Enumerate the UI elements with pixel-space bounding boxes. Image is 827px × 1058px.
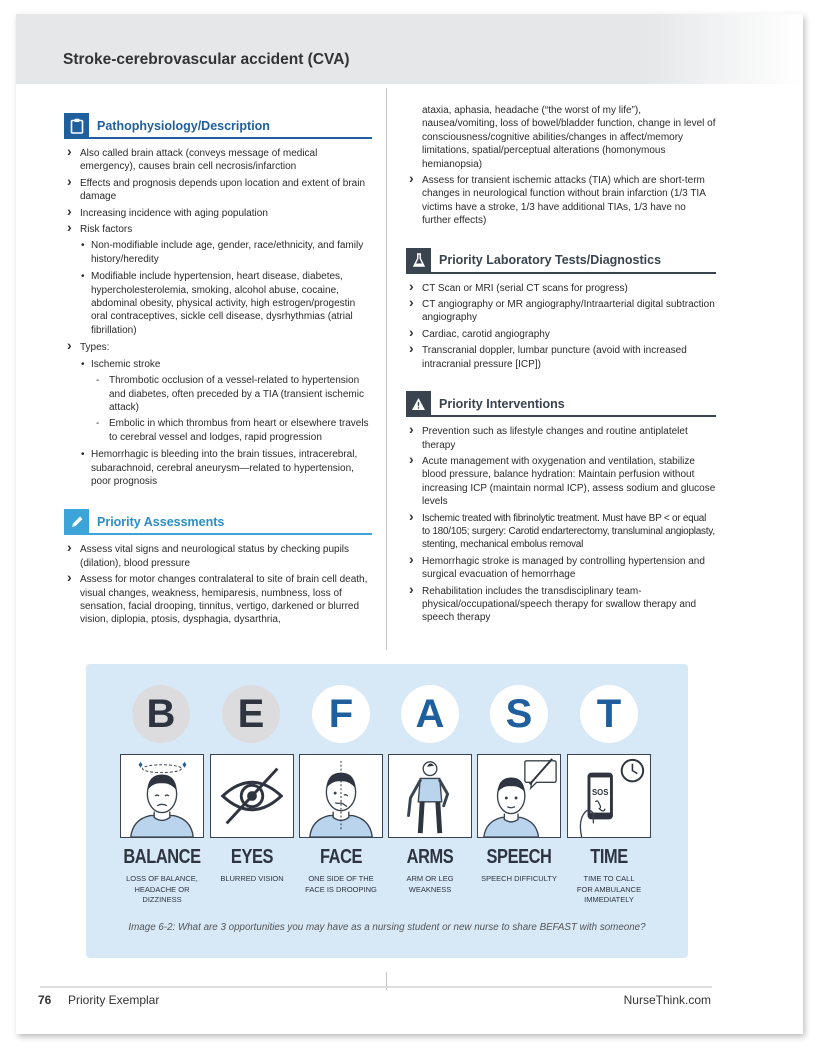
befast-letter-a: A: [401, 685, 459, 743]
list-item: • Non-modifiable include age, gender, race/ethnicity, and family history/heredity: [80, 239, 372, 266]
sos-text: SOS: [591, 788, 609, 798]
befast-desc-eyes: BLURRED VISION: [220, 874, 284, 883]
footer-section-label: Priority Exemplar: [68, 993, 160, 1007]
list-item-ischemic: [80, 358, 372, 444]
patho-list: [64, 147, 372, 488]
page-title: Stroke-cerebrovascular accident (CVA): [63, 51, 350, 68]
befast-word-time: TIME: [590, 846, 628, 868]
labs-section-header: [406, 249, 716, 274]
list-item: › Prevention such as lifestyle changes and routine antiplatelet therapy: [406, 425, 716, 452]
list-item: - Thrombotic occlusion of a vessel-related to hypertension and diabetes, often preceded by a TIA (transient ischemic attack): [91, 374, 372, 414]
balance-dizzy-face-icon: [120, 754, 204, 838]
list-item: › Hemorrhagic stroke is managed by controlling hypertension and surgical evacuation of hemorrhage: [406, 555, 716, 582]
list-item: › Increasing incidence with aging population: [64, 207, 372, 220]
list-item: › Rehabilitation includes the transdisciplinary team-physical/occupational/speech therapy for swallow therapy and speech therapy: [406, 585, 716, 625]
list-item: › Assess for motor changes contralateral to site of brain cell death, visual changes, weakness, hemiparesis, numbness, loss of sensation, facial drooping, tinnitus, vertigo, darkened or blurred vision, diplopia, ptosis, dysphagia, dysarthria,: [64, 573, 372, 627]
footer-site-link[interactable]: NurseThink.com: [623, 993, 711, 1007]
assess-continued: ataxia, aphasia, headache (“the worst of my life”), nausea/vomiting, loss of bowel/bladder function, change in level of consciousness/cognitive abilities/changes in affect/memory limitations, spatial/perceptual alterations (homonymous hemianopsia): [422, 105, 716, 170]
befast-word-eyes: EYES: [230, 846, 274, 868]
list-item: › CT Scan or MRI (serial CT scans for progress): [406, 282, 716, 295]
list-item: › Ischemic treated with fibrinolytic treatment. Must have BP < or equal to 180/105; surgery: Carotid endarterectomy, transluminal angioplasty, stenting, mechanical embolus removal: [406, 512, 716, 552]
list-item-risk-factors: [64, 223, 372, 337]
risk-factors-label: Risk factors: [80, 224, 133, 236]
befast-letter-t: T: [580, 685, 638, 743]
befast-desc-balance: LOSS OF BALANCE, HEADACHE OR DIZZINESS: [126, 874, 198, 904]
interventions-title: Priority Interventions: [439, 396, 565, 411]
befast-panel: [86, 664, 688, 958]
phone-clock-time-icon: [567, 754, 651, 838]
befast-desc-time: TIME TO CALL FOR AMBULANCE IMMEDIATELY: [576, 874, 642, 904]
labs-title: Priority Laboratory Tests/Diagnostics: [439, 253, 662, 268]
column-divider: [386, 88, 387, 650]
interventions-list: [406, 425, 716, 625]
assess-list-cont: [406, 174, 716, 228]
risk-factor-list: [80, 239, 372, 337]
list-item: • Modifiable include hypertension, heart disease, diabetes, hypercholesterolemia, smoking, alcohol abuse, cocaine, abdominal obesity, physical activity, high estrogen/progestin oral contraceptives, sickle cell disease, dysrhythmias (atrial fibrillation): [80, 270, 372, 337]
flask-icon: [406, 248, 431, 273]
befast-word-face: FACE: [319, 846, 363, 868]
speech-difficulty-icon: [477, 754, 561, 838]
assess-section-header: [64, 510, 372, 535]
list-item: • Hemorrhagic is bleeding into the brain tissues, intracerebral, subarachnoid, cerebral aneurysm—related to hypertension, poor prognosis: [80, 448, 372, 488]
left-column: [64, 114, 372, 630]
befast-word-balance: BALANCE: [123, 846, 201, 868]
image-caption: Image 6-2: What are 3 opportunities you may have as a nursing student or new nurse to share BEFAST with someone?: [128, 922, 646, 933]
warning-icon: [406, 391, 431, 416]
befast-letter-b: B: [132, 685, 190, 743]
list-item-types: [64, 341, 372, 488]
right-column: [406, 104, 716, 628]
befast-letter-f: F: [312, 685, 370, 743]
types-label: Types:: [80, 342, 110, 354]
befast-desc-speech: SPEECH DIFFICULTY: [481, 874, 557, 883]
list-item: › Assess vital signs and neurological status by checking pupils (dilation), blood pressure: [64, 543, 372, 570]
befast-word-arms: ARMS: [406, 846, 454, 868]
clipboard-icon: [64, 113, 89, 138]
assess-list: [64, 543, 372, 626]
list-item: › Effects and prognosis depends upon location and extent of brain damage: [64, 177, 372, 204]
assess-title: Priority Assessments: [97, 514, 225, 529]
drooping-face-icon: [299, 754, 383, 838]
interventions-section-header: [406, 392, 716, 417]
footer-rule: [40, 986, 712, 988]
arm-weakness-figure-icon: [388, 754, 472, 838]
list-item: › Assess for transient ischemic attacks (TIA) which are short-term changes in neurological function without brain infarction (1/3 TIA victims have a stroke, 1/3 have additional TIAs, 1/3 have no further effects): [406, 174, 716, 228]
page: [16, 14, 803, 1034]
list-item: - Embolic in which thrombus from heart or elsewhere travels to cerebral vessel and lodges, rapid progression: [91, 417, 372, 444]
page-header: [16, 14, 803, 84]
patho-title: Pathophysiology/Description: [97, 118, 270, 133]
befast-letter-s: S: [490, 685, 548, 743]
pencil-icon: [64, 509, 89, 534]
befast-desc-arms: ARM OR LEG WEAKNESS: [406, 874, 454, 894]
list-item: › Acute management with oxygenation and ventilation, stabilize blood pressure, balance hydration: Maintain perfusion without increasing ICP (maintain normal ICP), assess sodium and glucose levels: [406, 455, 716, 509]
befast-desc-face: ONE SIDE OF THE FACE IS DROOPING: [305, 874, 377, 894]
befast-word-speech: SPEECH: [486, 846, 552, 868]
befast-letter-e: E: [222, 685, 280, 743]
labs-list: [406, 282, 716, 371]
list-item: › Cardiac, carotid angiography: [406, 328, 716, 341]
ischemic-sublist: [91, 374, 372, 444]
patho-section-header: [64, 114, 372, 139]
list-item: › CT angiography or MR angiography/Intraarterial digital subtraction angiography: [406, 298, 716, 325]
ischemic-label: Ischemic stroke: [91, 358, 161, 370]
page-number: 76: [38, 993, 52, 1007]
list-item: › Transcranial doppler, lumbar puncture (avoid with increased intracranial pressure [ICP]): [406, 344, 716, 371]
list-item: › Also called brain attack (conveys message of medical emergency), causes brain cell necrosis/infarction: [64, 147, 372, 174]
types-list: [80, 358, 372, 489]
blurred-eye-icon: [210, 754, 294, 838]
